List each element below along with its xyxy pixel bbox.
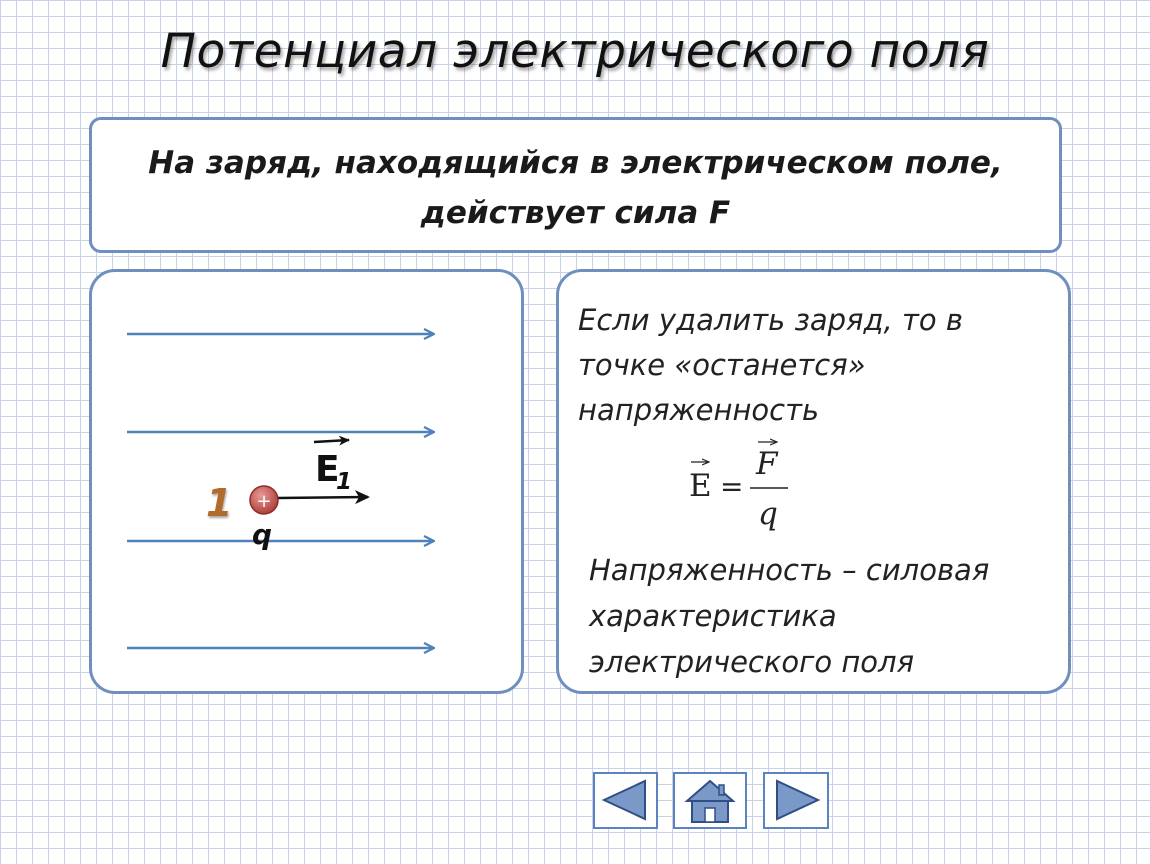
intro-line-1: На заряд, находящийся в электрическом поле,: [148, 145, 1003, 181]
house-icon: [675, 774, 745, 827]
charge-label: q: [252, 518, 273, 551]
back-button[interactable]: [593, 772, 658, 829]
forward-button[interactable]: [763, 772, 829, 829]
left-triangle-icon: [595, 774, 656, 827]
formula-denominator: q: [758, 496, 778, 532]
force-vector-arrow: [278, 497, 368, 498]
field-label-letter: E: [315, 449, 340, 490]
charge-sign: +: [256, 491, 272, 512]
formula-equals: =: [720, 470, 744, 503]
formula-numerator: F: [756, 446, 778, 482]
definition-line-3: электрического поля: [589, 645, 915, 679]
right-triangle-icon: [765, 774, 827, 827]
definition-line-2: характеристика: [589, 599, 837, 633]
intro-line-2: действует сила F: [420, 195, 731, 231]
explanation-line-3: напряженность: [578, 393, 820, 427]
slide-title: Потенциал электрического поля: [160, 24, 990, 79]
formula-lhs: E: [689, 468, 712, 504]
field-label-index: 1: [336, 469, 353, 495]
explanation-line-2: точке «останется»: [578, 348, 866, 382]
home-button[interactable]: [673, 772, 747, 829]
explanation-line-1: Если удалить заряд, то в: [578, 303, 963, 337]
point-label: 1: [206, 481, 233, 525]
definition-line-1: Напряженность – силовая: [589, 553, 990, 587]
field-label-vector-arrow: [314, 440, 349, 442]
intensity-formula: [680, 436, 820, 536]
